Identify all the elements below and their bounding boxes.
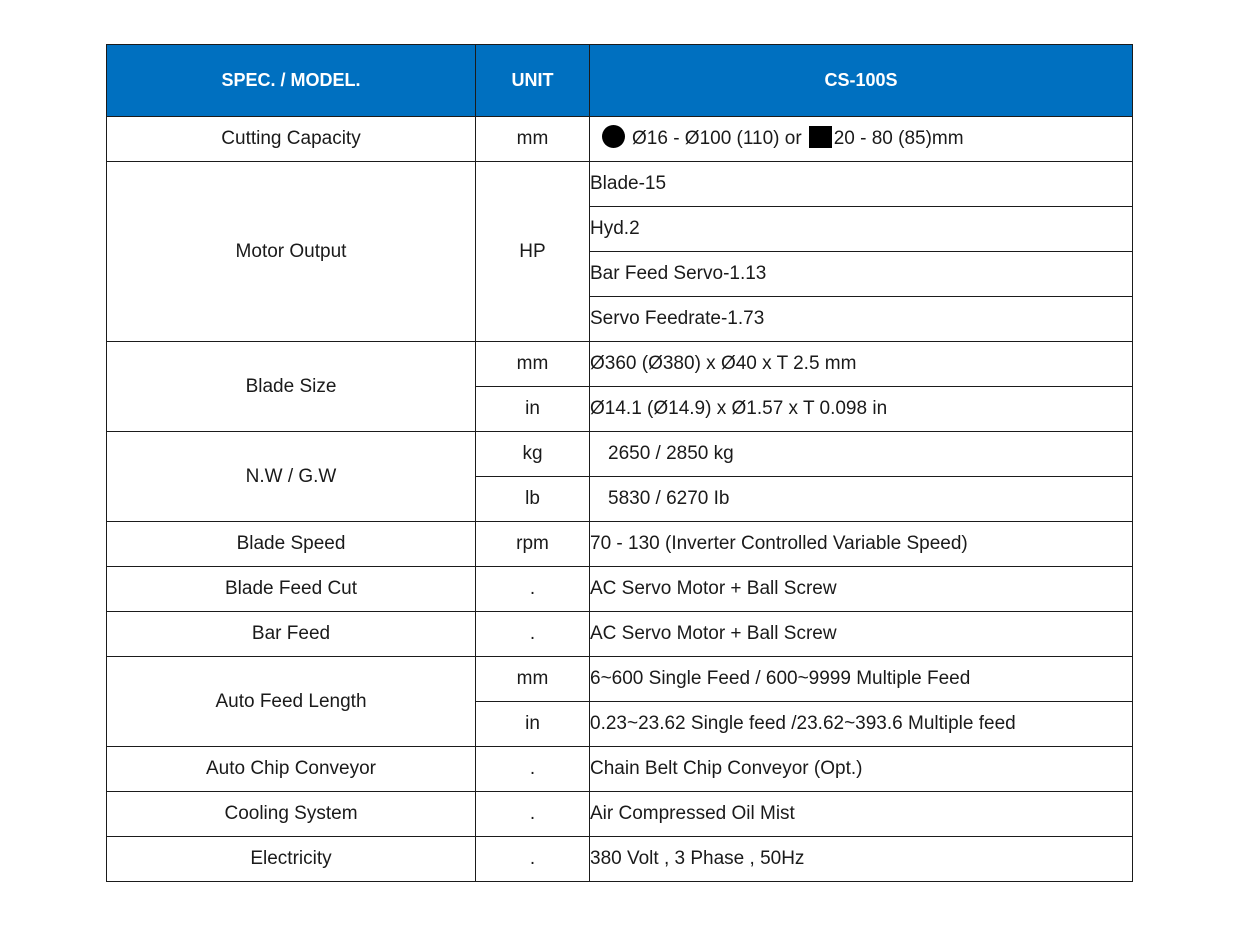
- header-model: CS-100S: [590, 45, 1133, 117]
- round-bar-icon: [602, 125, 625, 148]
- row-blade-speed: [107, 522, 1133, 567]
- spec-name: Electricity: [107, 837, 476, 882]
- row-motor-output: [107, 162, 1133, 207]
- spec-value: Chain Belt Chip Conveyor (Opt.): [590, 747, 1133, 792]
- spec-unit: .: [476, 837, 590, 882]
- spec-value: 380 Volt , 3 Phase , 50Hz: [590, 837, 1133, 882]
- spec-value: Air Compressed Oil Mist: [590, 792, 1133, 837]
- row-cooling-system: [107, 792, 1133, 837]
- spec-name: Motor Output: [107, 162, 476, 342]
- spec-name: Blade Feed Cut: [107, 567, 476, 612]
- row-auto-feed-length: [107, 657, 1133, 702]
- spec-name: Cooling System: [107, 792, 476, 837]
- spec-name: Blade Speed: [107, 522, 476, 567]
- spec-unit: .: [476, 567, 590, 612]
- spec-unit: lb: [476, 477, 590, 522]
- spec-unit: in: [476, 702, 590, 747]
- spec-unit: in: [476, 387, 590, 432]
- spec-value: Hyd.2: [590, 207, 1133, 252]
- spec-value: Ø360 (Ø380) x Ø40 x T 2.5 mm: [590, 342, 1133, 387]
- spec-value: [590, 117, 1133, 162]
- spec-unit: .: [476, 747, 590, 792]
- spec-table: [106, 44, 1133, 882]
- spec-name: Cutting Capacity: [107, 117, 476, 162]
- spec-unit: mm: [476, 657, 590, 702]
- spec-name: Auto Feed Length: [107, 657, 476, 747]
- spec-value: Blade-15: [590, 162, 1133, 207]
- row-electricity: [107, 837, 1133, 882]
- row-blade-size: [107, 342, 1133, 387]
- spec-value: AC Servo Motor + Ball Screw: [590, 567, 1133, 612]
- spec-value: AC Servo Motor + Ball Screw: [590, 612, 1133, 657]
- spec-value: 5830 / 6270 Ib: [590, 477, 1133, 522]
- spec-value: Servo Feedrate-1.73: [590, 297, 1133, 342]
- spec-unit: rpm: [476, 522, 590, 567]
- spec-value: Ø14.1 (Ø14.9) x Ø1.57 x T 0.098 in: [590, 387, 1133, 432]
- spec-name: Auto Chip Conveyor: [107, 747, 476, 792]
- spec-name: Blade Size: [107, 342, 476, 432]
- spec-unit: .: [476, 612, 590, 657]
- row-weight: [107, 432, 1133, 477]
- row-bar-feed: [107, 612, 1133, 657]
- round-capacity: Ø16 - Ø100 (110) or: [632, 128, 802, 149]
- spec-unit: .: [476, 792, 590, 837]
- row-cutting-capacity: [107, 117, 1133, 162]
- header-spec: SPEC. / MODEL.: [107, 45, 476, 117]
- spec-unit: mm: [476, 117, 590, 162]
- header-row: [107, 45, 1133, 117]
- row-auto-chip-conveyor: [107, 747, 1133, 792]
- spec-unit: mm: [476, 342, 590, 387]
- spec-value: 6~600 Single Feed / 600~9999 Multiple Feed: [590, 657, 1133, 702]
- header-unit: UNIT: [476, 45, 590, 117]
- spec-value: 0.23~23.62 Single feed /23.62~393.6 Multiple feed: [590, 702, 1133, 747]
- row-blade-feed-cut: [107, 567, 1133, 612]
- spec-unit: kg: [476, 432, 590, 477]
- spec-value: 70 - 130 (Inverter Controlled Variable Speed): [590, 522, 1133, 567]
- spec-name: Bar Feed: [107, 612, 476, 657]
- spec-unit: HP: [476, 162, 590, 342]
- spec-value: Bar Feed Servo-1.13: [590, 252, 1133, 297]
- square-bar-icon: [809, 126, 832, 148]
- spec-value: 2650 / 2850 kg: [590, 432, 1133, 477]
- square-capacity: 20 - 80 (85)mm: [833, 128, 964, 149]
- spec-name: N.W / G.W: [107, 432, 476, 522]
